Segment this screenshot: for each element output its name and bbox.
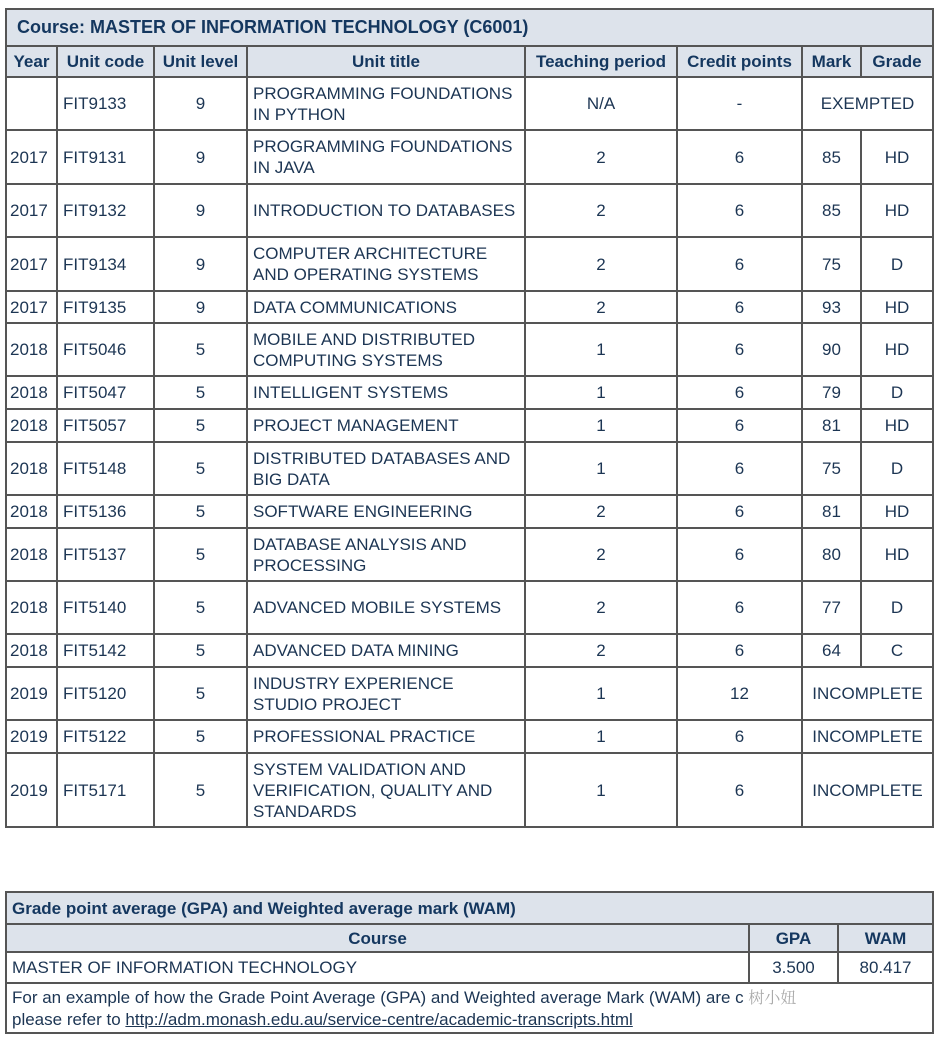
unit-code-cell: FIT9132 — [57, 184, 154, 237]
unit-level-cell: 9 — [154, 130, 247, 184]
year-cell: 2018 — [6, 495, 57, 528]
unit-code-cell: FIT9131 — [57, 130, 154, 184]
grade-cell: C — [861, 634, 933, 667]
credit-points-cell: 12 — [677, 667, 802, 720]
header-unit-title: Unit title — [247, 46, 525, 77]
transcripts-link[interactable]: http://adm.monash.edu.au/service-centre/academic-transcripts.html — [125, 1009, 633, 1029]
credit-points-cell: 6 — [677, 528, 802, 581]
unit-title-cell: DISTRIBUTED DATABASES AND BIG DATA — [247, 442, 525, 495]
unit-code-cell: FIT9134 — [57, 237, 154, 291]
course-results-table — [5, 8, 934, 828]
course-name: MASTER OF INFORMATION TECHNOLOGY — [6, 952, 749, 983]
header-wam: WAM — [838, 924, 933, 952]
unit-level-cell: 5 — [154, 667, 247, 720]
year-cell: 2018 — [6, 409, 57, 442]
header-course: Course — [6, 924, 749, 952]
mark-cell: INCOMPLETE — [802, 667, 933, 720]
unit-code-cell: FIT9133 — [57, 77, 154, 130]
year-cell: 2018 — [6, 376, 57, 409]
teaching-period-cell: 1 — [525, 376, 677, 409]
credit-points-cell: 6 — [677, 495, 802, 528]
header-credit-points: Credit points — [677, 46, 802, 77]
table-row — [6, 581, 933, 634]
credit-points-cell: 6 — [677, 237, 802, 291]
teaching-period-cell: 1 — [525, 442, 677, 495]
table-row — [6, 720, 933, 753]
credit-points-cell: 6 — [677, 720, 802, 753]
unit-code-cell: FIT5120 — [57, 667, 154, 720]
mark-cell: 64 — [802, 634, 861, 667]
unit-title-cell: MOBILE AND DISTRIBUTED COMPUTING SYSTEMS — [247, 323, 525, 376]
year-cell: 2018 — [6, 528, 57, 581]
teaching-period-cell: 1 — [525, 323, 677, 376]
unit-title-cell: DATABASE ANALYSIS AND PROCESSING — [247, 528, 525, 581]
teaching-period-cell: 1 — [525, 720, 677, 753]
table-row — [6, 442, 933, 495]
unit-code-cell: FIT5057 — [57, 409, 154, 442]
mark-cell: 90 — [802, 323, 861, 376]
year-cell: 2019 — [6, 667, 57, 720]
mark-cell: 75 — [802, 237, 861, 291]
table-row — [6, 528, 933, 581]
gpa-table-title: Grade point average (GPA) and Weighted average mark (WAM) — [6, 892, 933, 924]
mark-cell: 85 — [802, 130, 861, 184]
unit-title-cell: SOFTWARE ENGINEERING — [247, 495, 525, 528]
table-row — [6, 495, 933, 528]
course-title: Course: MASTER OF INFORMATION TECHNOLOGY (C6001) — [6, 9, 933, 46]
mark-cell: 80 — [802, 528, 861, 581]
credit-points-cell: 6 — [677, 581, 802, 634]
teaching-period-cell: 1 — [525, 409, 677, 442]
year-cell: 2018 — [6, 442, 57, 495]
header-unit-level: Unit level — [154, 46, 247, 77]
credit-points-cell: 6 — [677, 323, 802, 376]
grade-cell: D — [861, 581, 933, 634]
unit-code-cell: FIT5171 — [57, 753, 154, 827]
year-cell: 2018 — [6, 634, 57, 667]
mark-cell: 81 — [802, 495, 861, 528]
mark-cell: INCOMPLETE — [802, 753, 933, 827]
grade-cell: D — [861, 442, 933, 495]
mark-cell: 75 — [802, 442, 861, 495]
unit-title-cell: INDUSTRY EXPERIENCE STUDIO PROJECT — [247, 667, 525, 720]
year-cell: 2018 — [6, 323, 57, 376]
unit-code-cell: FIT5046 — [57, 323, 154, 376]
unit-title-cell: PROJECT MANAGEMENT — [247, 409, 525, 442]
header-grade: Grade — [861, 46, 933, 77]
grade-cell: HD — [861, 184, 933, 237]
unit-level-cell: 5 — [154, 581, 247, 634]
header-gpa: GPA — [749, 924, 838, 952]
credit-points-cell: 6 — [677, 130, 802, 184]
teaching-period-cell: 1 — [525, 753, 677, 827]
teaching-period-cell: 1 — [525, 667, 677, 720]
unit-title-cell: DATA COMMUNICATIONS — [247, 291, 525, 323]
year-cell: 2017 — [6, 237, 57, 291]
header-mark: Mark — [802, 46, 861, 77]
unit-level-cell: 5 — [154, 495, 247, 528]
unit-level-cell: 5 — [154, 528, 247, 581]
teaching-period-cell: 2 — [525, 130, 677, 184]
unit-level-cell: 5 — [154, 323, 247, 376]
grade-cell: D — [861, 376, 933, 409]
credit-points-cell: 6 — [677, 376, 802, 409]
unit-level-cell: 9 — [154, 237, 247, 291]
credit-points-cell: - — [677, 77, 802, 130]
year-cell: 2017 — [6, 130, 57, 184]
table-row — [6, 376, 933, 409]
mark-cell: INCOMPLETE — [802, 720, 933, 753]
teaching-period-cell: 2 — [525, 581, 677, 634]
year-cell: 2019 — [6, 753, 57, 827]
credit-points-cell: 6 — [677, 442, 802, 495]
credit-points-cell: 6 — [677, 184, 802, 237]
year-cell: 2017 — [6, 291, 57, 323]
note-row — [6, 983, 933, 1033]
teaching-period-cell: 2 — [525, 184, 677, 237]
grade-cell: HD — [861, 528, 933, 581]
teaching-period-cell: N/A — [525, 77, 677, 130]
unit-title-cell: PROFESSIONAL PRACTICE — [247, 720, 525, 753]
grade-cell: HD — [861, 495, 933, 528]
unit-code-cell: FIT5137 — [57, 528, 154, 581]
year-cell: 2018 — [6, 581, 57, 634]
note-text: For an example of how the Grade Point Average (GPA) and Weighted average Mark (WAM) are c — [12, 987, 744, 1007]
credit-points-cell: 6 — [677, 634, 802, 667]
unit-level-cell: 9 — [154, 77, 247, 130]
grade-cell: D — [861, 237, 933, 291]
unit-title-cell: ADVANCED DATA MINING — [247, 634, 525, 667]
unit-title-cell: ADVANCED MOBILE SYSTEMS — [247, 581, 525, 634]
grade-cell: HD — [861, 409, 933, 442]
gpa-wam-table — [5, 891, 934, 1034]
unit-code-cell: FIT5136 — [57, 495, 154, 528]
gpa-row — [6, 952, 933, 983]
table-row — [6, 409, 933, 442]
note-cell — [6, 983, 933, 1033]
unit-level-cell: 9 — [154, 291, 247, 323]
unit-level-cell: 5 — [154, 720, 247, 753]
credit-points-cell: 6 — [677, 409, 802, 442]
unit-level-cell: 5 — [154, 376, 247, 409]
header-year: Year — [6, 46, 57, 77]
gpa-value: 3.500 — [749, 952, 838, 983]
year-cell — [6, 77, 57, 130]
table-row — [6, 753, 933, 827]
teaching-period-cell: 2 — [525, 291, 677, 323]
unit-code-cell: FIT9135 — [57, 291, 154, 323]
unit-title-cell: INTELLIGENT SYSTEMS — [247, 376, 525, 409]
unit-code-cell: FIT5140 — [57, 581, 154, 634]
grade-cell: HD — [861, 323, 933, 376]
header-teaching-period: Teaching period — [525, 46, 677, 77]
teaching-period-cell: 2 — [525, 528, 677, 581]
unit-code-cell: FIT5047 — [57, 376, 154, 409]
table-row — [6, 323, 933, 376]
table-row — [6, 77, 933, 130]
mark-cell: 93 — [802, 291, 861, 323]
teaching-period-cell: 2 — [525, 237, 677, 291]
unit-level-cell: 5 — [154, 442, 247, 495]
grade-cell: HD — [861, 130, 933, 184]
mark-cell: 79 — [802, 376, 861, 409]
table-row — [6, 291, 933, 323]
unit-code-cell: FIT5148 — [57, 442, 154, 495]
unit-level-cell: 5 — [154, 753, 247, 827]
unit-title-cell: COMPUTER ARCHITECTURE AND OPERATING SYSTEMS — [247, 237, 525, 291]
teaching-period-cell: 2 — [525, 495, 677, 528]
teaching-period-cell: 2 — [525, 634, 677, 667]
credit-points-cell: 6 — [677, 291, 802, 323]
table-row — [6, 634, 933, 667]
unit-title-cell: PROGRAMMING FOUNDATIONS IN JAVA — [247, 130, 525, 184]
header-unit-code: Unit code — [57, 46, 154, 77]
table-row — [6, 130, 933, 184]
mark-cell: 85 — [802, 184, 861, 237]
mark-cell: EXEMPTED — [802, 77, 933, 130]
unit-title-cell: INTRODUCTION TO DATABASES — [247, 184, 525, 237]
year-cell: 2019 — [6, 720, 57, 753]
grade-cell: HD — [861, 291, 933, 323]
note-text-2: please refer to — [12, 1009, 126, 1029]
mark-cell: 81 — [802, 409, 861, 442]
unit-title-cell: SYSTEM VALIDATION AND VERIFICATION, QUALITY AND STANDARDS — [247, 753, 525, 827]
credit-points-cell: 6 — [677, 753, 802, 827]
unit-level-cell: 5 — [154, 409, 247, 442]
unit-title-cell: PROGRAMMING FOUNDATIONS IN PYTHON — [247, 77, 525, 130]
year-cell: 2017 — [6, 184, 57, 237]
unit-level-cell: 9 — [154, 184, 247, 237]
mark-cell: 77 — [802, 581, 861, 634]
table-row — [6, 184, 933, 237]
unit-level-cell: 5 — [154, 634, 247, 667]
unit-code-cell: FIT5142 — [57, 634, 154, 667]
table-row — [6, 237, 933, 291]
table-row — [6, 667, 933, 720]
wam-value: 80.417 — [838, 952, 933, 983]
unit-code-cell: FIT5122 — [57, 720, 154, 753]
watermark: 树小妞 — [748, 989, 797, 1007]
